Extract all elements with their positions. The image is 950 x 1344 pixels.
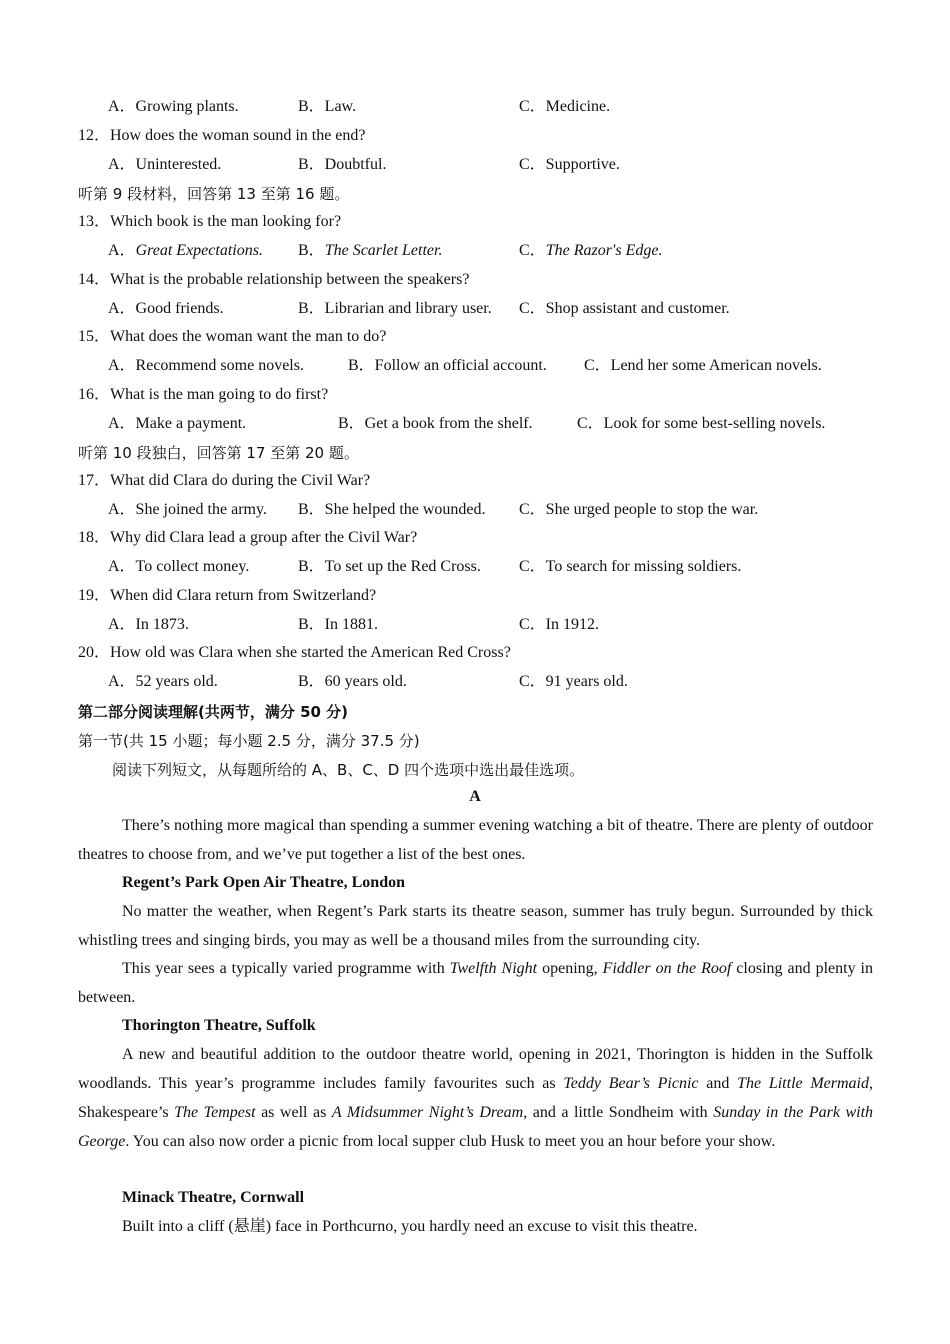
heading-thorington: Thorington Theatre, Suffolk	[122, 1017, 316, 1034]
part2-instruction: 阅读下列短文，从每题所给的 A、B、C、D 四个选项中选出最佳选项。	[112, 761, 585, 779]
q17-option-a: A．She joined the army.	[108, 501, 267, 518]
q11-option-a: A．Growing plants.	[108, 98, 239, 115]
paragraph-regents-2: This year sees a typically varied programme with Twelfth Night opening, Fiddler on the Roof closing and plenty in between.	[78, 960, 874, 1006]
q16-option-c: C．Look for some best-selling novels.	[577, 415, 826, 432]
q14-option-a: A．Good friends.	[108, 300, 224, 317]
q11-option-c: C．Medicine.	[519, 98, 611, 115]
q15-option-b: B．Follow an official account.	[348, 357, 547, 374]
section-9-instruction: 听第 9 段材料，回答第 13 至第 16 题。	[78, 185, 350, 203]
q19-stem: 19．When did Clara return from Switzerland?	[78, 587, 377, 604]
q11-option-b: B．Law.	[298, 98, 357, 115]
q18-option-c: C．To search for missing soldiers.	[519, 558, 742, 575]
q19-option-b: B．In 1881.	[298, 616, 379, 633]
passage-intro: There’s nothing more magical than spending a summer evening watching a bit of theatre. There are plenty of outdoor theatres to choose from, and we’ve put together a list of the best ones.	[78, 817, 873, 863]
q18-option-b: B．To set up the Red Cross.	[298, 558, 481, 575]
q15-option-c: C．Lend her some American novels.	[584, 357, 822, 374]
q12-option-c: C．Supportive.	[519, 156, 620, 173]
q17-stem: 17．What did Clara do during the Civil War?	[78, 472, 371, 489]
q12-option-a: A．Uninterested.	[108, 156, 222, 173]
q16-option-a: A．Make a payment.	[108, 415, 247, 432]
q13-stem: 13．Which book is the man looking for?	[78, 213, 342, 230]
q15-stem: 15．What does the woman want the man to do?	[78, 328, 387, 345]
q15-option-a: A．Recommend some novels.	[108, 357, 304, 374]
q20-stem: 20．How old was Clara when she started the American Red Cross?	[78, 644, 511, 661]
heading-regents-park: Regent’s Park Open Air Theatre, London	[122, 874, 405, 891]
q19-option-a: A．In 1873.	[108, 616, 189, 633]
q13-option-c: C．The Razor's Edge.	[519, 242, 663, 259]
q20-option-c: C．91 years old.	[519, 673, 628, 690]
paragraph-minack: Built into a cliff (悬崖) face in Porthcurno, you hardly need an excuse to visit this theatre.	[122, 1218, 698, 1235]
q18-stem: 18．Why did Clara lead a group after the Civil War?	[78, 529, 418, 546]
q14-stem: 14．What is the probable relationship between the speakers?	[78, 271, 470, 288]
passage-label: A	[469, 788, 481, 805]
paragraph-thorington: A new and beautiful addition to the outdoor theatre world, opening in 2021, Thorington is hidden in the Suffolk woodlands. This year’s programme includes family favourites such as Teddy Bear’s Picnic and The Little Mermaid, Shakespeare’s The Tempest as well as A Midsummer Night’s Dream, and a little Sondheim with Sunday in the Park with George. You can also now order a picnic from local supper club Husk to meet you an hour before your show.	[78, 1046, 874, 1150]
section-10-instruction: 听第 10 段独白，回答第 17 至第 20 题。	[78, 444, 359, 462]
q13-option-b: B．The Scarlet Letter.	[298, 242, 443, 259]
q14-option-c: C．Shop assistant and customer.	[519, 300, 730, 317]
q16-option-b: B．Get a book from the shelf.	[338, 415, 533, 432]
q20-option-a: A．52 years old.	[108, 673, 218, 690]
q20-option-b: B．60 years old.	[298, 673, 407, 690]
q12-stem: 12．How does the woman sound in the end?	[78, 127, 366, 144]
q12-option-b: B．Doubtful.	[298, 156, 387, 173]
q19-option-c: C．In 1912.	[519, 616, 600, 633]
part2-title: 第二部分阅读理解(共两节，满分 50 分)	[78, 703, 349, 721]
heading-minack: Minack Theatre, Cornwall	[122, 1189, 305, 1206]
q17-option-b: B．She helped the wounded.	[298, 501, 486, 518]
q16-stem: 16．What is the man going to do first?	[78, 386, 329, 403]
q13-option-a: A．Great Expectations.	[108, 242, 263, 259]
part2-subtitle: 第一节(共 15 小题；每小题 2.5 分，满分 37.5 分)	[78, 732, 420, 750]
paragraph-regents-1: No matter the weather, when Regent’s Park starts its theatre season, summer has truly begun. Surrounded by thick whistling trees and singing birds, you may as well be a thousand miles from the surrounding city.	[78, 903, 873, 949]
q18-option-a: A．To collect money.	[108, 558, 250, 575]
q14-option-b: B．Librarian and library user.	[298, 300, 492, 317]
q17-option-c: C．She urged people to stop the war.	[519, 501, 759, 518]
